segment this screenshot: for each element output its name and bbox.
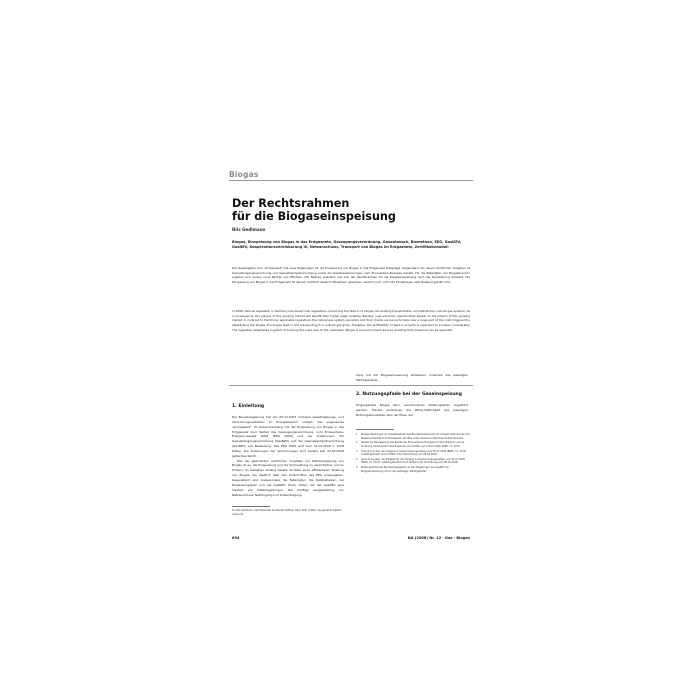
- article-title: [232, 197, 396, 223]
- author-note: Dr. Nils Gedlmann, Rechtsanwalt bei Becker Büttner Held, Köln. E-Mail: nils.gedlmann@bbh-online.de: [232, 509, 343, 516]
- footnote-text: Stellungnahme der Bundesnetzagentur zu den Regelungen der GasNZV zur Biogaseinspeisung und zu den jeweiligen Marktgebieten.: [361, 466, 450, 473]
- footnote-text: Gesetz zur Neuregelung des Rechts der Erneuerbaren Energien im Strombereich und zur Änderung damit zusammenhängender Vorschriften vom 25.10.2008, BGBl. I S. 2074.: [361, 441, 465, 448]
- section-label: Biogas: [229, 170, 259, 179]
- abstract-english: In 2008 national legislation in Germany has issued new regulations concerning the feed-in of biogas into existing transportation and distribution natural gas systems. As a consequence, the players of this growing market will benefit from higher legal certainty. Besides, new economic opportunities appear to the players of this growing market. In contrast to the former applicable regulations the natural gas system operators and their clients are bound to take over a large part of the costs triggered by establishing the biogas, the biogas feed-in and transporting it in natural gas grids. Therefore, the profitability of feed-in projects is supposed to increase considerably. The regulation establishes a system of tracking the costs over to the customers. Biogas is an environment issue by avoiding CO2 emissions can be expected.: [232, 309, 470, 332]
- footnote-text: Verordnung über die Entgelte für den Zugang zu Gasversorgungsnetzen vom 25.07.2005 (BGBl. I S. 2197), zuletzt geändert durch Artikel 2 der Verordnung vom 08.04.2008.: [361, 457, 466, 465]
- footnote-number: 5: [356, 466, 358, 470]
- footnote: [356, 450, 470, 457]
- title-line-2: für die Biogaseinspeisung: [232, 210, 396, 223]
- footnote: [356, 466, 470, 473]
- paragraph: hang mit der Biogaseinspeisung entstehen, innerhalb des jeweiligen Marktgebietes.: [356, 373, 468, 382]
- footnote-text: Verordnung über den Zugang zu Gasversorgungsnetzen vom 25.07.2005 (BGBl. I S. 2210), zuletzt geändert durch Artikel 3 der Verordnung vom 08.04.2008.: [361, 449, 467, 457]
- footnote-text: Pressemitteilungen und Gesetzestexte des Bundesministeriums für Umwelt, Naturschutz und Reaktorsicherheit zum Klimapaket, abrufbar unter www.bmu.de/klimaschutz/downloads.: [361, 433, 470, 440]
- paragraph: Eingespeistes Biogas kann verschiedenen Nutzungsarten zugeführt werden. Hierbei erscheinen die Wirtschaftlichkeit des jeweiligen Nutzungskonzeptes, also der Preis, der: [356, 403, 468, 417]
- abstract-rule: [229, 385, 473, 386]
- section-rule: [229, 180, 473, 181]
- heading-introduction: 1. Einleitung: [232, 404, 265, 409]
- page-number: 694: [232, 536, 240, 540]
- keywords: Biogas, Einspeisung von Biogas in das Erdgasnetz, Gaszugangsverordnung, Gasabtausch, Biomethan, EEG, GasNZV, GasNEV, Kooperationsvereinbarung III, Netzanschluss, Transport von Biogas im Erdgasnetz, Zertifikatsmodell: [232, 240, 462, 250]
- footnote-number: 4: [356, 457, 358, 461]
- footnote-rule: [356, 429, 394, 430]
- footnote-rule: [232, 506, 270, 507]
- footnote: [356, 433, 470, 440]
- heading-usage-paths: 2. Nutzungspfade bei der Gaseinspeisung: [356, 392, 462, 397]
- footnote-number: 3: [356, 449, 358, 453]
- footnote-list: [356, 433, 470, 474]
- column-left: [232, 415, 344, 497]
- column-right-top: [356, 373, 468, 383]
- column-right: [356, 403, 468, 418]
- author-name: Nils Gedlmann: [232, 227, 266, 232]
- footnote-number: 2: [356, 441, 358, 445]
- running-footer: NA (2008) Nr. 12 · Gas · Biogas: [407, 536, 470, 540]
- abstract-german: Der Gesetzgeber zum „Klimapaket“ hat neue Regelungen für die Einspeisung von Biogas in das Erdgasnetz festgelegt. Gegenstand der neuen rechtlichen Vorgaben ist Gasnetzzugangsverordnung und Gasnetzentgeltverordnung sowie die Gesetzesänderungen zum Erneuerbare-Energien-Gesetz. Für die Beteiligten der Biogasbranche ergeben sich daraus neue Rechte und Pflichten. Der Beitrag erläutert, wie sich der Rechtsrahmen für die Biogaseinspeisung nach der Novellierung darstellt. Die Einspeisung von Biogas in das Erdgasnetz ist danach rechtlich deutlich attraktiver geworden, obwohl noch nicht alle Einzelfragen abschließend geklärt sind.: [232, 266, 470, 284]
- title-line-1: Der Rechtsrahmen: [232, 197, 350, 210]
- footnote: [356, 441, 470, 448]
- footnote-number: 1: [356, 433, 358, 436]
- paragraph: Ziel der geänderten rechtlichen Vorgaben zur Netzeinspeisung von Biogas ist es, die Einspeisung und die Vermarktung zu vereinfachen und zu fördern. So bestehen bislang bereits Ansätze einer effizienteren Nutzung von Biogas, die deutlich über den Vorschriften des EEG hinausgehen. Gegenstand sind insbesondere die Beteiligten, die Netzbetreiber, der Biogaseinspeiser und die GasNZV. Hinzu treten mit der GasNEV eine Vielzahl von Detailregelungen. Die künftige Ausgestaltung von Netzanschluss, Netzzugang und Kostentragung.: [232, 458, 344, 497]
- paragraph: Die Bundesregierung hat am 05.12.2007 mehrere Gesetzgebungs- und Verordnungsverfahren im Energiebereich initiiert, das sogenannte „Klimapaket“. Im Zusammenhang mit der Einspeisung von Biogas in das Erdgasnetz sind hierbei das Gaszugangsverordnung, vom Erneuerbare-Energien-Gesetz 2009 (EEG 2009) und die Änderungen der Gasnetzzugangsverordnung (GasNZV) und der Gasnetzentgeltverordnung (GasNEV) von Bedeutung. Das EEG 2009 wird zum 01.01.2009 in Kraft treten. Die Änderungen der Verordnungen sind bereits seit 09.04.2008 geltendes Recht.: [232, 415, 344, 458]
- journal-page: [229, 170, 473, 540]
- footnote: [356, 458, 470, 465]
